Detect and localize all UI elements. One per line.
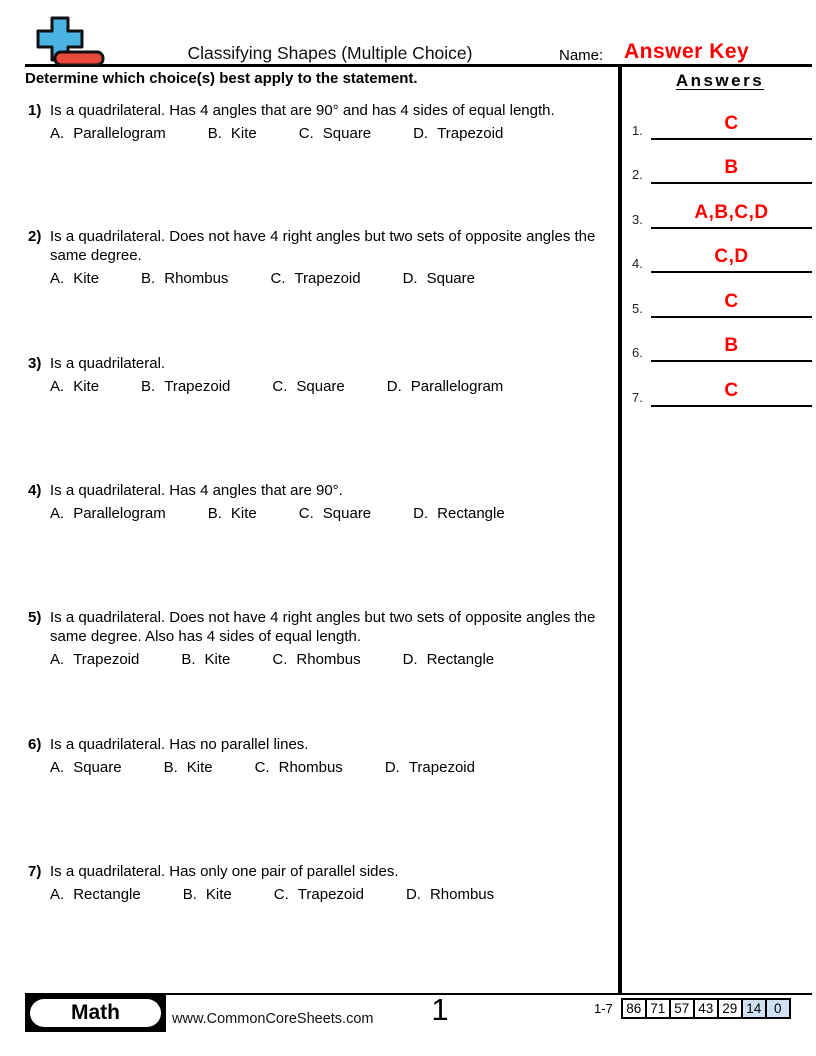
- choice-letter: C.: [298, 125, 314, 142]
- question-text: Is a quadrilateral. Has only one pair of parallel sides.: [50, 863, 399, 880]
- choice-text: Trapezoid: [164, 378, 231, 395]
- choice-text: Square: [426, 270, 475, 287]
- choice-b: [183, 886, 232, 903]
- answer-blank-line: [651, 199, 812, 229]
- question-statement: [28, 608, 625, 646]
- subject-label: Math: [30, 999, 161, 1027]
- answer-row-1: [630, 110, 813, 140]
- choice-letter: D.: [386, 378, 402, 395]
- answer-row-6: [630, 332, 813, 362]
- choice-letter: A.: [50, 270, 65, 287]
- choice-letter: B.: [182, 886, 197, 903]
- answer-blank-line: [651, 243, 812, 273]
- score-strip: [594, 997, 791, 1019]
- commoncoresheets-plus-minus-logo-icon: [26, 15, 110, 69]
- website-text: www.CommonCoreSheets.com: [172, 1011, 374, 1027]
- choice-letter: A.: [50, 759, 65, 776]
- choice-d: [413, 505, 505, 522]
- choice-d: [413, 125, 503, 142]
- choice-letter: C.: [272, 651, 288, 668]
- choices-row: [50, 125, 625, 142]
- page-number: 1: [431, 992, 449, 1027]
- choice-letter: C.: [273, 886, 289, 903]
- choice-c: [272, 378, 344, 395]
- question-statement: [28, 735, 625, 754]
- choice-text: Trapezoid: [297, 886, 364, 903]
- score-cell-0: 0: [765, 998, 791, 1019]
- answer-row-3: [630, 199, 813, 229]
- choice-letter: A.: [50, 378, 65, 395]
- answer-row-5: [630, 288, 813, 318]
- choice-letter: A.: [50, 505, 65, 522]
- choice-text: Parallelogram: [410, 378, 504, 395]
- score-cell-14: 14: [741, 998, 767, 1019]
- answer-value: C: [724, 380, 739, 401]
- question-text: Is a quadrilateral. Has 4 angles that are 90° and has 4 sides of equal length.: [50, 102, 555, 119]
- plus-minus-icon: [26, 15, 110, 69]
- question-text: Is a quadrilateral. Has 4 angles that are 90°.: [50, 482, 343, 499]
- choice-d: [403, 651, 495, 668]
- answer-value: B: [724, 335, 739, 356]
- answer-number: 4.: [632, 256, 643, 271]
- choice-text: Kite: [205, 886, 232, 903]
- choice-c: [299, 125, 371, 142]
- question-6: [28, 735, 625, 776]
- score-cell-29: 29: [717, 998, 743, 1019]
- choice-text: Trapezoid: [408, 759, 475, 776]
- answer-row-2: [630, 154, 813, 184]
- answer-row-4: [630, 243, 813, 273]
- choice-letter: D.: [405, 886, 421, 903]
- choice-d: [403, 270, 475, 287]
- answer-value: C: [724, 291, 739, 312]
- choice-letter: A.: [50, 651, 65, 668]
- choice-c: [299, 505, 371, 522]
- choice-text: Rhombus: [164, 270, 229, 287]
- choice-a: [50, 651, 139, 668]
- choice-letter: C.: [298, 505, 314, 522]
- choice-text: Square: [322, 505, 372, 522]
- choice-text: Parallelogram: [73, 125, 166, 142]
- choice-a: [50, 125, 166, 142]
- choice-b: [208, 505, 257, 522]
- choices-row: [50, 759, 625, 776]
- question-5: [28, 608, 625, 668]
- choice-d: [387, 378, 504, 395]
- choices-row: [50, 651, 625, 668]
- answer-number: 2.: [632, 167, 643, 182]
- choice-text: Rhombus: [429, 886, 495, 903]
- answer-number: 5.: [632, 301, 643, 316]
- choice-letter: B.: [141, 270, 156, 287]
- choice-c: [274, 886, 364, 903]
- question-3: [28, 354, 625, 395]
- choice-text: Rectangle: [426, 651, 495, 668]
- choice-text: Rhombus: [278, 759, 343, 776]
- choice-d: [385, 759, 475, 776]
- choices-row: [50, 270, 625, 287]
- question-number: 7): [28, 863, 42, 880]
- choice-d: [406, 886, 494, 903]
- choice-b: [181, 651, 230, 668]
- choice-letter: D.: [413, 505, 429, 522]
- choice-a: [50, 759, 122, 776]
- choice-a: [50, 886, 141, 903]
- answers-panel-title: Answers: [675, 71, 765, 90]
- choice-b: [164, 759, 213, 776]
- choice-b: [141, 378, 230, 395]
- choice-letter: D.: [384, 759, 400, 776]
- choice-letter: A.: [50, 125, 65, 142]
- choice-letter: A.: [50, 886, 65, 903]
- column-divider: [618, 67, 622, 994]
- question-1: [28, 101, 625, 142]
- choice-a: [50, 270, 99, 287]
- choice-text: Parallelogram: [73, 505, 166, 522]
- question-number: 5): [28, 609, 42, 626]
- choice-text: Trapezoid: [73, 651, 140, 668]
- answer-value: A,B,C,D: [694, 202, 769, 223]
- question-statement: [28, 101, 625, 120]
- choice-letter: B.: [207, 505, 222, 522]
- question-text: Is a quadrilateral. Has no parallel lines.: [50, 736, 309, 753]
- question-statement: [28, 227, 625, 265]
- choice-text: Kite: [186, 759, 213, 776]
- choice-text: Rhombus: [296, 651, 361, 668]
- question-number: 2): [28, 228, 42, 245]
- answer-value: B: [724, 157, 739, 178]
- question-number: 3): [28, 355, 42, 372]
- choice-c: [255, 759, 343, 776]
- choice-b: [141, 270, 228, 287]
- choice-letter: C.: [272, 378, 288, 395]
- score-cell-86: 86: [621, 998, 647, 1019]
- choice-text: Trapezoid: [437, 125, 504, 142]
- page-title: Classifying Shapes (Multiple Choice): [187, 43, 473, 63]
- score-cells: [621, 998, 791, 1019]
- answer-value: C: [724, 113, 739, 134]
- question-statement: [28, 354, 625, 373]
- choice-b: [208, 125, 257, 142]
- score-range-label: 1-7: [594, 1000, 613, 1016]
- answer-row-7: [630, 377, 813, 407]
- score-cell-71: 71: [645, 998, 671, 1019]
- question-7: [28, 862, 625, 903]
- choice-text: Kite: [230, 505, 257, 522]
- question-number: 1): [28, 102, 42, 119]
- choice-a: [50, 378, 99, 395]
- choice-letter: B.: [207, 125, 222, 142]
- question-text: Is a quadrilateral. Does not have 4 right angles but two sets of opposite angles the same degree. Also has 4 sides of equal length.: [50, 609, 596, 645]
- question-text: Is a quadrilateral. Does not have 4 right angles but two sets of opposite angles the same degree.: [50, 228, 596, 264]
- choice-text: Kite: [204, 651, 231, 668]
- choice-text: Trapezoid: [294, 270, 361, 287]
- answer-number: 6.: [632, 345, 643, 360]
- choice-letter: D.: [413, 125, 429, 142]
- question-text: Is a quadrilateral.: [50, 355, 166, 372]
- instruction-text: Determine which choice(s) best apply to the statement.: [25, 70, 418, 87]
- choices-row: [50, 378, 625, 395]
- score-cell-43: 43: [693, 998, 719, 1019]
- score-cell-57: 57: [669, 998, 695, 1019]
- choice-letter: D.: [402, 651, 418, 668]
- question-2: [28, 227, 625, 287]
- choice-letter: D.: [402, 270, 418, 287]
- name-value-answer-key: Answer Key: [624, 40, 750, 63]
- answer-number: 7.: [632, 390, 643, 405]
- choice-text: Kite: [230, 125, 257, 142]
- choices-row: [50, 886, 625, 903]
- choice-text: Square: [73, 759, 122, 776]
- choice-letter: B.: [163, 759, 178, 776]
- choice-text: Rectangle: [73, 886, 141, 903]
- choice-letter: B.: [181, 651, 196, 668]
- answer-value: C,D: [714, 246, 749, 267]
- choice-a: [50, 505, 166, 522]
- answer-blank-line: [651, 288, 812, 318]
- choice-text: Kite: [73, 270, 100, 287]
- answer-number: 1.: [632, 123, 643, 138]
- answer-blank-line: [651, 110, 812, 140]
- answer-blank-line: [651, 154, 812, 184]
- question-statement: [28, 862, 625, 881]
- answer-number: 3.: [632, 212, 643, 227]
- choice-letter: B.: [141, 378, 156, 395]
- answer-blank-line: [651, 377, 812, 407]
- header-rule: [25, 64, 812, 67]
- choice-c: [272, 651, 360, 668]
- question-number: 4): [28, 482, 42, 499]
- name-label: Name:: [559, 47, 604, 64]
- choice-text: Rectangle: [437, 505, 505, 522]
- choice-text: Square: [322, 125, 372, 142]
- choice-letter: C.: [254, 759, 270, 776]
- choice-text: Square: [296, 378, 345, 395]
- choice-c: [270, 270, 360, 287]
- subject-badge: [25, 995, 166, 1032]
- question-number: 6): [28, 736, 42, 753]
- question-4: [28, 481, 625, 522]
- choice-letter: C.: [270, 270, 286, 287]
- answer-blank-line: [651, 332, 812, 362]
- question-statement: [28, 481, 625, 500]
- choice-text: Kite: [73, 378, 100, 395]
- choices-row: [50, 505, 625, 522]
